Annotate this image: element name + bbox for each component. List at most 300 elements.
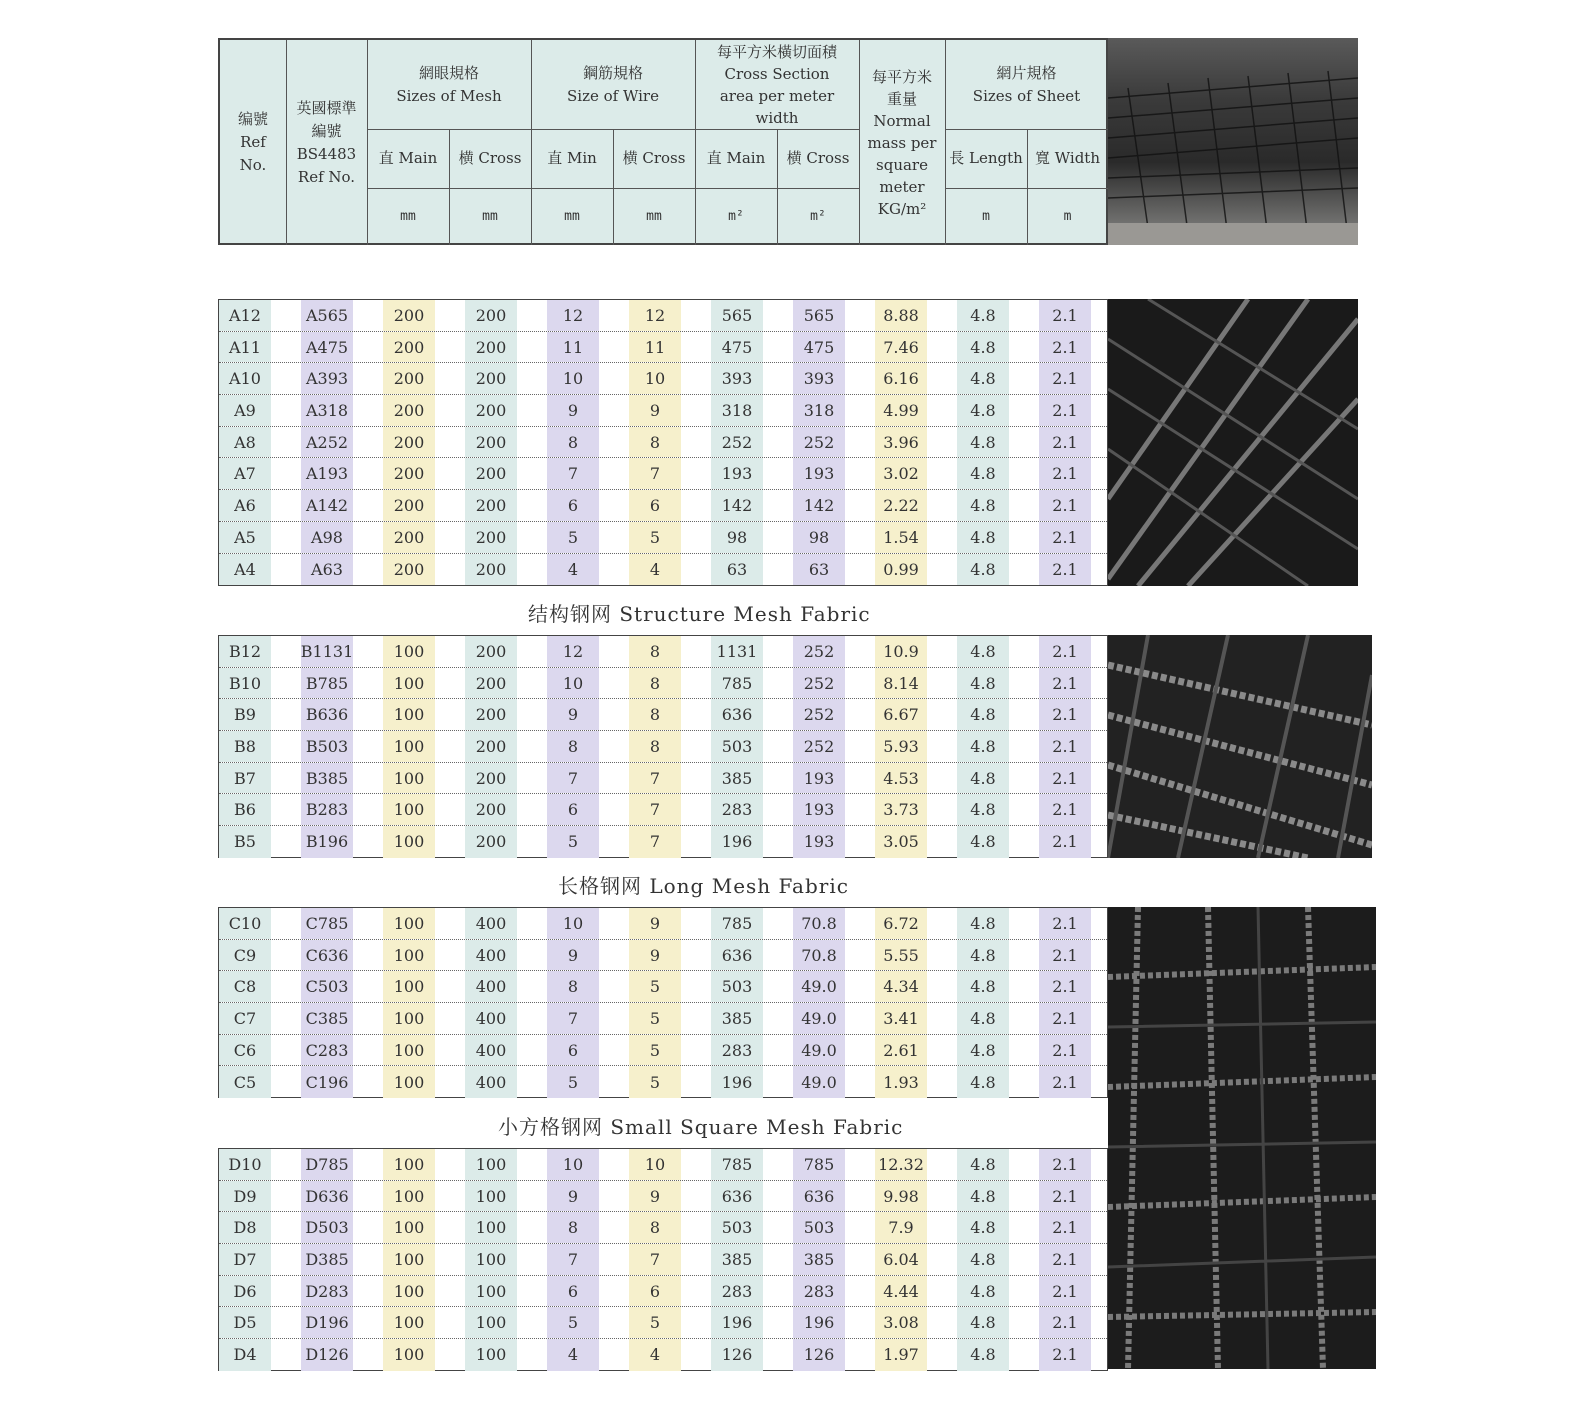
table-cell: A142: [301, 490, 353, 521]
table-cell: 636: [711, 699, 763, 730]
table-cell: C196: [301, 1066, 353, 1098]
table-cell: 98: [793, 522, 845, 553]
table-cell: 5: [629, 1066, 681, 1098]
table-cell: B9: [219, 699, 271, 730]
table-cell: A7: [219, 458, 271, 489]
table-cell: C10: [219, 908, 271, 939]
table-row: [219, 699, 1107, 731]
table-cell: 4.8: [957, 363, 1009, 394]
table-cell: 4.8: [957, 731, 1009, 762]
table-cell: 2.1: [1039, 363, 1091, 394]
unit-label: mm: [400, 209, 416, 224]
table-cell: B7: [219, 763, 271, 794]
table-cell: 193: [793, 458, 845, 489]
table-cell: 2.1: [1039, 1244, 1091, 1275]
table-cell: 200: [383, 363, 435, 394]
table-cell: 9: [547, 395, 599, 426]
table-cell: 4: [547, 1339, 599, 1371]
table-row: [219, 731, 1107, 763]
mesh-grid-photo: [1108, 907, 1376, 1369]
table-cell: A12: [219, 300, 271, 331]
table-cell: A11: [219, 332, 271, 363]
table-cell: 2.1: [1039, 1339, 1091, 1371]
table-cell: 7: [629, 826, 681, 858]
table-cell: D785: [301, 1149, 353, 1180]
table-cell: 2.1: [1039, 636, 1091, 667]
table-cell: 2.1: [1039, 554, 1091, 586]
table-cell: 8: [629, 427, 681, 458]
table-cell: 126: [793, 1339, 845, 1371]
table-cell: 70.8: [793, 908, 845, 939]
table-cell: 2.1: [1039, 1035, 1091, 1066]
subheader-length: 長 Length: [949, 149, 1023, 167]
table-cell: B785: [301, 668, 353, 699]
subheader-width: 寬 Width: [1034, 149, 1100, 167]
table-cell: 2.1: [1039, 699, 1091, 730]
table-cell: C283: [301, 1035, 353, 1066]
table-cell: 2.1: [1039, 1003, 1091, 1034]
table-cell: 8: [547, 731, 599, 762]
table-cell: 475: [793, 332, 845, 363]
unit-label: mm: [646, 209, 662, 224]
table-cell: C503: [301, 971, 353, 1002]
table-cell: 7: [547, 763, 599, 794]
table-cell: 63: [793, 554, 845, 586]
table-cell: 2.1: [1039, 1149, 1091, 1180]
mesh-stack-illustration: [1108, 38, 1358, 245]
table-row: [219, 1035, 1107, 1067]
header-mass: 每平方米 重量 Normal mass per square meter KG/m²: [867, 67, 937, 218]
mesh-stack-photo: [1108, 38, 1358, 245]
table-cell: 196: [711, 1307, 763, 1338]
table-cell: 196: [793, 1307, 845, 1338]
table-cell: 100: [383, 971, 435, 1002]
table-row: [219, 826, 1107, 858]
table-cell: 7: [629, 794, 681, 825]
table-cell: 503: [711, 971, 763, 1002]
table-cell: 400: [465, 1035, 517, 1066]
table-row: [219, 1339, 1107, 1371]
table-cell: A10: [219, 363, 271, 394]
table-cell: 2.1: [1039, 826, 1091, 858]
table-cell: 100: [383, 699, 435, 730]
table-cell: 196: [711, 1066, 763, 1098]
c-series-table: [218, 907, 1108, 1098]
header-wire-size: 鋼筋規格 Size of Wire: [567, 63, 659, 105]
table-cell: 1131: [711, 636, 763, 667]
table-cell: 6: [547, 490, 599, 521]
unit-label: m: [982, 209, 990, 224]
table-cell: 5: [547, 1307, 599, 1338]
unit-label: m: [1063, 209, 1072, 224]
table-cell: 4.8: [957, 458, 1009, 489]
table-cell: 200: [383, 332, 435, 363]
table-cell: 2.1: [1039, 1181, 1091, 1212]
table-cell: 6: [629, 1276, 681, 1307]
table-cell: 200: [383, 300, 435, 331]
subheader-wire-cross: 横 Cross: [622, 149, 686, 167]
table-cell: 100: [383, 1212, 435, 1243]
table-cell: 2.1: [1039, 1066, 1091, 1098]
table-cell: 318: [711, 395, 763, 426]
table-cell: 8: [629, 668, 681, 699]
table-cell: 100: [383, 1003, 435, 1034]
table-cell: 503: [793, 1212, 845, 1243]
table-cell: B283: [301, 794, 353, 825]
table-row: [219, 940, 1107, 972]
table-cell: 10: [629, 363, 681, 394]
table-row: [219, 908, 1107, 940]
table-cell: 100: [465, 1212, 517, 1243]
table-cell: 6: [547, 1035, 599, 1066]
table-cell: 12: [547, 636, 599, 667]
d-series-table: [218, 1148, 1108, 1371]
table-cell: 3.73: [875, 794, 927, 825]
table-cell: 400: [465, 1003, 517, 1034]
table-row: [219, 636, 1107, 668]
table-cell: 200: [465, 668, 517, 699]
table-cell: 200: [465, 763, 517, 794]
table-cell: 565: [711, 300, 763, 331]
table-cell: A8: [219, 427, 271, 458]
table-cell: 4.8: [957, 554, 1009, 586]
table-cell: 2.1: [1039, 490, 1091, 521]
table-cell: B6: [219, 794, 271, 825]
table-row: [219, 794, 1107, 826]
subheader-area-main: 直 Main: [706, 149, 766, 167]
table-cell: 5: [629, 971, 681, 1002]
unit-label: m²: [728, 209, 744, 224]
table-cell: B1131: [301, 636, 353, 667]
header-sheet-size: 網片規格 Sizes of Sheet: [972, 63, 1081, 105]
table-row: [219, 1149, 1107, 1181]
table-cell: A475: [301, 332, 353, 363]
table-cell: 10: [547, 908, 599, 939]
table-cell: 100: [465, 1307, 517, 1338]
table-cell: C636: [301, 940, 353, 971]
table-cell: 8.88: [875, 300, 927, 331]
table-cell: 200: [465, 458, 517, 489]
table-cell: 100: [383, 1276, 435, 1307]
table-cell: 9: [547, 699, 599, 730]
subheader-mesh-main: 直 Main: [378, 149, 438, 167]
table-cell: 385: [793, 1244, 845, 1275]
table-cell: 2.22: [875, 490, 927, 521]
section-caption-small-square: 小方格钢网 Small Square Mesh Fabric: [498, 1115, 904, 1139]
table-cell: 5.55: [875, 940, 927, 971]
table-cell: 200: [383, 395, 435, 426]
table-cell: 126: [711, 1339, 763, 1371]
table-cell: 3.96: [875, 427, 927, 458]
table-cell: 5: [629, 1035, 681, 1066]
table-cell: 200: [465, 554, 517, 586]
table-cell: 9: [629, 395, 681, 426]
table-cell: 2.61: [875, 1035, 927, 1066]
table-cell: A318: [301, 395, 353, 426]
table-cell: 1.93: [875, 1066, 927, 1098]
table-cell: B196: [301, 826, 353, 858]
table-cell: 8: [547, 1212, 599, 1243]
table-cell: 2.1: [1039, 971, 1091, 1002]
table-cell: C8: [219, 971, 271, 1002]
unit-label: mm: [564, 209, 580, 224]
table-cell: 11: [547, 332, 599, 363]
header-bs-ref: 英國標準 編號 BS4483 Ref No.: [296, 98, 357, 186]
mesh-closeup-illustration: [1108, 299, 1358, 586]
table-cell: 100: [465, 1181, 517, 1212]
table-cell: 385: [711, 763, 763, 794]
table-cell: 6.72: [875, 908, 927, 939]
table-cell: 1.97: [875, 1339, 927, 1371]
table-cell: 4.8: [957, 300, 1009, 331]
table-cell: 11: [629, 332, 681, 363]
table-cell: 2.1: [1039, 1276, 1091, 1307]
table-cell: 5: [629, 1307, 681, 1338]
table-cell: 8: [547, 427, 599, 458]
table-cell: 4.34: [875, 971, 927, 1002]
table-cell: D4: [219, 1339, 271, 1371]
table-cell: 9: [547, 940, 599, 971]
table-row: [219, 1003, 1107, 1035]
table-row: [219, 395, 1107, 427]
table-row: [219, 1181, 1107, 1213]
table-cell: 503: [711, 731, 763, 762]
table-row: [219, 1244, 1107, 1276]
table-cell: A5: [219, 522, 271, 553]
table-cell: 200: [465, 794, 517, 825]
table-cell: 4.8: [957, 908, 1009, 939]
table-cell: 4.8: [957, 1003, 1009, 1034]
table-cell: 283: [793, 1276, 845, 1307]
table-cell: A9: [219, 395, 271, 426]
table-cell: 4: [629, 554, 681, 586]
table-cell: 4: [629, 1339, 681, 1371]
table-cell: 5: [629, 1003, 681, 1034]
table-cell: 8: [629, 731, 681, 762]
table-cell: 49.0: [793, 1066, 845, 1098]
table-cell: 200: [383, 427, 435, 458]
table-cell: 200: [465, 363, 517, 394]
table-cell: 2.1: [1039, 668, 1091, 699]
table-cell: 252: [793, 668, 845, 699]
table-cell: 565: [793, 300, 845, 331]
table-cell: A98: [301, 522, 353, 553]
table-row: [219, 458, 1107, 490]
table-cell: 100: [383, 1181, 435, 1212]
table-cell: 6.67: [875, 699, 927, 730]
table-cell: 142: [711, 490, 763, 521]
table-cell: 63: [711, 554, 763, 586]
table-cell: D503: [301, 1212, 353, 1243]
table-cell: C5: [219, 1066, 271, 1098]
table-row: [219, 522, 1107, 554]
table-cell: 4.8: [957, 794, 1009, 825]
table-cell: 100: [383, 1035, 435, 1066]
table-row: [219, 668, 1107, 700]
table-cell: 400: [465, 971, 517, 1002]
subheader-mesh-cross: 横 Cross: [458, 149, 522, 167]
table-cell: 2.1: [1039, 731, 1091, 762]
table-cell: A6: [219, 490, 271, 521]
table-cell: 200: [465, 731, 517, 762]
table-cell: 400: [465, 1066, 517, 1098]
table-row: [219, 1212, 1107, 1244]
table-cell: 4.8: [957, 1212, 1009, 1243]
table-cell: 3.05: [875, 826, 927, 858]
header-ref-no: 编號 Ref No.: [237, 110, 268, 174]
table-cell: 7: [629, 458, 681, 489]
table-cell: 193: [793, 794, 845, 825]
table-cell: 100: [383, 908, 435, 939]
table-cell: 200: [465, 395, 517, 426]
table-cell: A565: [301, 300, 353, 331]
table-cell: 4.8: [957, 1276, 1009, 1307]
table-cell: 636: [793, 1181, 845, 1212]
table-row: [219, 300, 1107, 332]
table-cell: 636: [711, 1181, 763, 1212]
table-cell: B12: [219, 636, 271, 667]
table-cell: 4.8: [957, 699, 1009, 730]
table-cell: 4.8: [957, 1066, 1009, 1098]
table-row: [219, 427, 1107, 459]
table-cell: 4.53: [875, 763, 927, 794]
table-cell: 4.44: [875, 1276, 927, 1307]
table-cell: B503: [301, 731, 353, 762]
table-cell: 7: [629, 1244, 681, 1275]
table-row: [219, 332, 1107, 364]
table-cell: C7: [219, 1003, 271, 1034]
table-cell: 10: [547, 668, 599, 699]
table-cell: 7.9: [875, 1212, 927, 1243]
table-cell: 318: [793, 395, 845, 426]
table-cell: 49.0: [793, 1003, 845, 1034]
table-cell: 2.1: [1039, 763, 1091, 794]
table-cell: 4.8: [957, 971, 1009, 1002]
mesh-grid-illustration: [1108, 907, 1376, 1369]
header-cross-section: 每平方米橫切面積 Cross Section area per meter width: [716, 42, 837, 127]
table-cell: 196: [711, 826, 763, 858]
table-row: [219, 1066, 1107, 1098]
table-cell: 200: [465, 522, 517, 553]
table-cell: 283: [711, 1035, 763, 1066]
table-cell: 393: [793, 363, 845, 394]
table-cell: D385: [301, 1244, 353, 1275]
table-cell: 200: [383, 522, 435, 553]
table-cell: 2.1: [1039, 1307, 1091, 1338]
table-cell: A393: [301, 363, 353, 394]
table-cell: 100: [383, 1307, 435, 1338]
table-cell: 5: [547, 522, 599, 553]
table-cell: 10: [629, 1149, 681, 1180]
table-cell: 200: [383, 490, 435, 521]
table-cell: 4.8: [957, 490, 1009, 521]
table-cell: 6: [547, 794, 599, 825]
table-cell: 9: [629, 1181, 681, 1212]
table-cell: 4.8: [957, 427, 1009, 458]
table-cell: 193: [711, 458, 763, 489]
table-cell: 3.02: [875, 458, 927, 489]
table-cell: 200: [465, 490, 517, 521]
table-cell: 5: [547, 826, 599, 858]
subheader-wire-main: 直 Min: [547, 149, 597, 167]
table-cell: 4.8: [957, 1244, 1009, 1275]
table-cell: A63: [301, 554, 353, 586]
table-cell: 2.1: [1039, 458, 1091, 489]
table-cell: 9: [629, 908, 681, 939]
table-cell: 2.1: [1039, 794, 1091, 825]
table-cell: 200: [465, 826, 517, 858]
table-cell: 3.41: [875, 1003, 927, 1034]
table-cell: 7: [629, 763, 681, 794]
table-cell: 100: [383, 1244, 435, 1275]
table-cell: D636: [301, 1181, 353, 1212]
table-cell: 785: [793, 1149, 845, 1180]
table-cell: 100: [465, 1276, 517, 1307]
table-cell: 2.1: [1039, 427, 1091, 458]
table-cell: D283: [301, 1276, 353, 1307]
table-cell: C385: [301, 1003, 353, 1034]
table-cell: 4.8: [957, 332, 1009, 363]
table-cell: 100: [383, 1066, 435, 1098]
table-cell: C6: [219, 1035, 271, 1066]
table-cell: 200: [465, 427, 517, 458]
table-cell: 2.1: [1039, 940, 1091, 971]
table-cell: 10: [547, 1149, 599, 1180]
mesh-rebar-illustration: [1108, 635, 1372, 858]
unit-label: m²: [810, 209, 826, 224]
table-cell: 385: [711, 1003, 763, 1034]
table-cell: 503: [711, 1212, 763, 1243]
table-cell: 4.8: [957, 395, 1009, 426]
table-cell: 4.8: [957, 940, 1009, 971]
table-cell: 4.8: [957, 763, 1009, 794]
table-cell: D5: [219, 1307, 271, 1338]
table-cell: B636: [301, 699, 353, 730]
table-cell: 8.14: [875, 668, 927, 699]
a-series-table: [218, 299, 1108, 586]
table-cell: 2.1: [1039, 395, 1091, 426]
table-cell: 6.16: [875, 363, 927, 394]
table-cell: 7: [547, 458, 599, 489]
table-cell: 142: [793, 490, 845, 521]
table-cell: 636: [711, 940, 763, 971]
table-cell: 3.08: [875, 1307, 927, 1338]
table-cell: 49.0: [793, 1035, 845, 1066]
table-cell: 12: [547, 300, 599, 331]
table-cell: B8: [219, 731, 271, 762]
table-cell: 475: [711, 332, 763, 363]
table-cell: 100: [383, 940, 435, 971]
table-cell: 7: [547, 1003, 599, 1034]
unit-label: mm: [482, 209, 498, 224]
table-cell: 100: [383, 1339, 435, 1371]
table-cell: 100: [465, 1244, 517, 1275]
table-cell: A193: [301, 458, 353, 489]
table-cell: 4.8: [957, 1307, 1009, 1338]
table-cell: 193: [793, 763, 845, 794]
table-cell: 8: [629, 1212, 681, 1243]
table-cell: 9: [629, 940, 681, 971]
table-cell: 200: [465, 332, 517, 363]
mesh-rebar-photo: [1108, 635, 1372, 858]
table-cell: 100: [383, 636, 435, 667]
table-cell: 4.8: [957, 1035, 1009, 1066]
section-caption-long: 长格钢网 Long Mesh Fabric: [558, 874, 849, 898]
b-series-table: [218, 635, 1108, 858]
table-cell: 0.99: [875, 554, 927, 586]
table-row: [219, 971, 1107, 1003]
table-cell: 100: [383, 763, 435, 794]
